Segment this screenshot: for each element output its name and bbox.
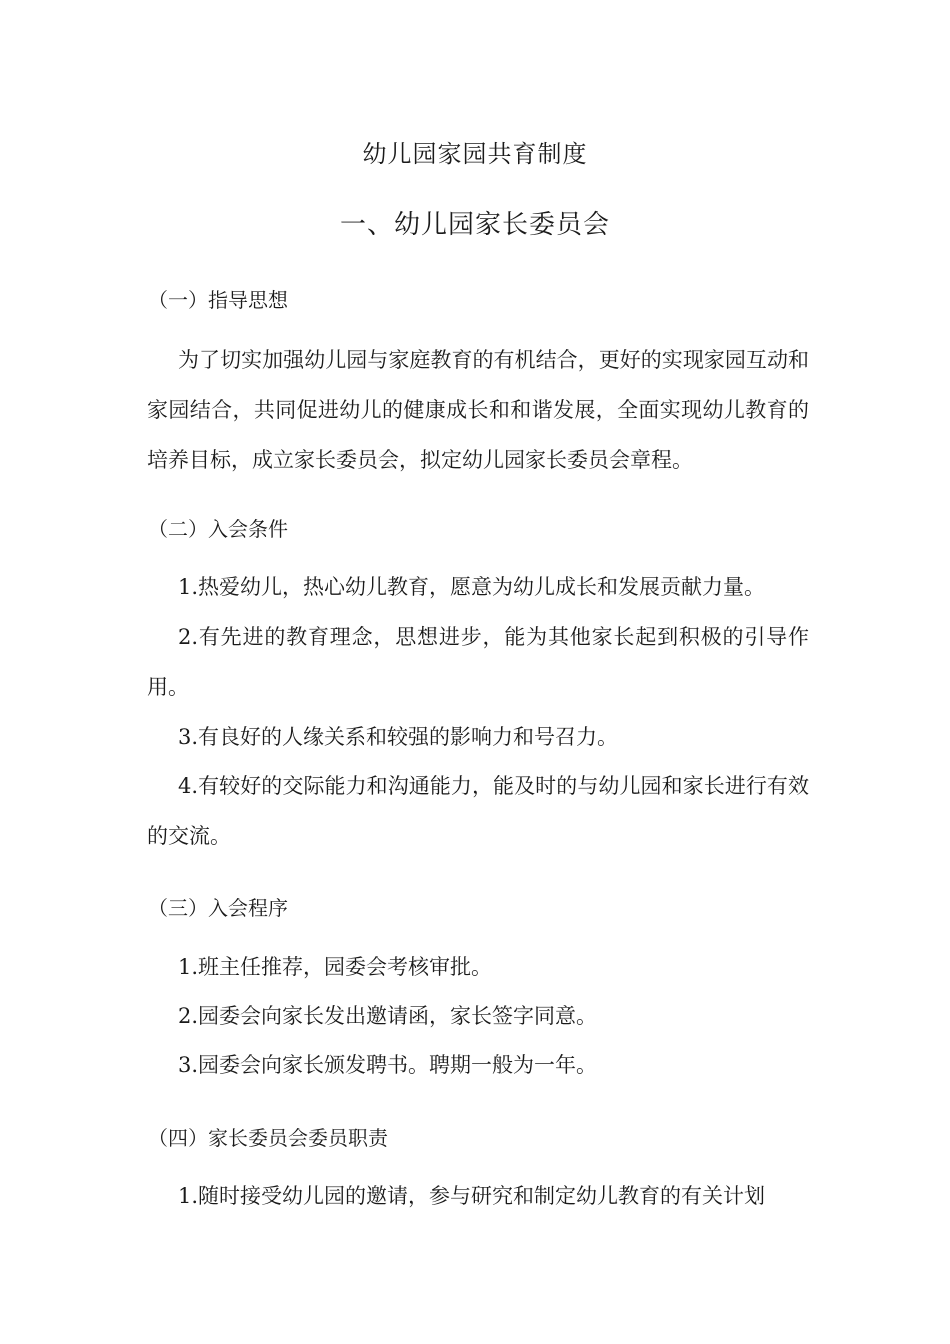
section-2-item-2: 2.有先进的教育理念，思想进步，能为其他家长起到积极的引导作用。 <box>147 625 809 699</box>
section-1-paragraph-1: 为了切实加强幼儿园与家庭教育的有机结合，更好的实现家园互动和家园结合，共同促进幼儿的健康成长和和谐发展，全面实现幼儿教育的培养目标，成立家长委员会，拟定幼儿园家长委员会章程。 <box>147 348 809 472</box>
section-4-item-1: 1.随时接受幼儿园的邀请，参与研究和制定幼儿教育的有关计划 <box>178 1184 766 1208</box>
section-2-item-1: 1.热爱幼儿，热心幼儿教育，愿意为幼儿成长和发展贡献力量。 <box>178 575 766 599</box>
section-3-item-3: 3.园委会向家长颁发聘书。聘期一般为一年。 <box>178 1053 598 1077</box>
document-title: 幼儿园家园共育制度 <box>362 140 588 168</box>
section-3-item-2: 2.园委会向家长发出邀请函，家长签字同意。 <box>178 1004 598 1028</box>
section-2-item-3: 3.有良好的人缘关系和较强的影响力和号召力。 <box>178 725 619 749</box>
chapter-title: 一、幼儿园家长委员会 <box>339 210 610 240</box>
section-heading-membership-procedure: （三）入会程序 <box>148 896 288 920</box>
section-2-item-4: 4.有较好的交际能力和沟通能力，能及时的与幼儿园和家长进行有效的交流。 <box>147 774 809 848</box>
section-heading-membership-conditions: （二）入会条件 <box>148 517 288 541</box>
section-3-item-1: 1.班主任推荐，园委会考核审批。 <box>178 955 493 979</box>
section-heading-committee-duties: （四）家长委员会委员职责 <box>148 1126 388 1150</box>
section-heading-guiding-ideology: （一）指导思想 <box>148 288 288 312</box>
